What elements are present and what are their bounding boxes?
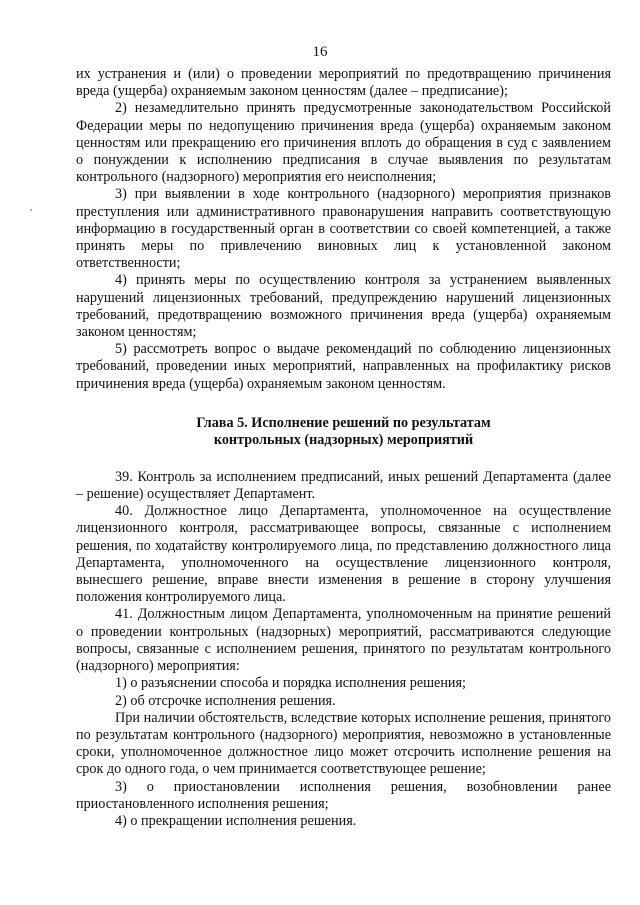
paragraph-41-item-1: 1) о разъяснении способа и порядка исполнения решения; [115,675,466,692]
paragraph-41-item-4: 4) о прекращении исполнения решения. [115,812,357,829]
chapter-heading-line-2: контрольных (надзорных) мероприятий [213,432,474,449]
paragraph-deferral: При наличии обстоятельств, вследствие которых исполнение решения, принятого по результатам контрольного (надзорного) мероприятия, невозможно в установленные сроки, уполномоченное должностное лицо может отсрочить исполнение решения на срок до одного года, о чем принимается соответствующее решение; [76,709,611,778]
paragraph-continuation: их устранения и (или) о проведении мероприятий по предотвращению причинения вреда (ущерба) охраняемым законом ценностям (далее – предписание); [76,66,611,100]
paragraph-39: 39. Контроль за исполнением предписаний, иных решений Департамента (далее – решение) осуществляет Департамент. [76,468,611,503]
page-number: 16 [312,44,328,60]
paragraph-item-5: 5) рассмотреть вопрос о выдаче рекомендаций по соблюдению лицензионных требований, проведении иных мероприятий, направленных на профилактику рисков причинения вреда (ущерба) охраняемым законом ценностям. [76,341,611,392]
paragraph-41: 41. Должностным лицом Департамента, уполномоченным на принятие решений о проведении контрольных (надзорных) мероприятий, рассматриваются следующие вопросы, связанные с исполнением решения, принятого по результатам контрольного (надзорного) мероприятия: [76,606,611,675]
paragraph-item-3: 3) при выявлении в ходе контрольного (надзорного) мероприятия признаков преступления или административного правонарушения направить соответствующую информацию в государственный орган в соответствии со своей компетенцией, а также принять меры по привлечению виновных лиц к установленной законом ответственности; [76,186,611,272]
margin-mark [30,209,32,211]
paragraph-41-item-3: 3) о приостановлении исполнения решения, возобновлении ранее приостановленного исполнения решения; [76,778,611,812]
paragraph-40: 40. Должностное лицо Департамента, уполномоченное на осуществление лицензионного контроля, рассматривающее вопросы, связанные с исполнением решения, по ходатайству контролируемого лица, по представлению должностного лица Департамента, уполномоченного на осуществление лицензионного контроля, вынесшего решение, вправе внести изменения в решение в сторону улучшения положения контролируемого лица. [76,503,611,606]
document-body [76,66,611,830]
paragraph-41-item-2: 2) об отсрочке исполнения решения. [115,692,336,709]
paragraph-item-4: 4) принять меры по осуществлению контроля за устранением выявленных нарушений лицензионных требований, предупреждению нарушений лицензионных требований, предотвращению возможного причинения вреда (ущерба) охраняемым законом ценностям; [76,272,611,341]
paragraph-item-2: 2) незамедлительно принять предусмотренные законодательством Российской Федерации меры по недопущению причинения вреда (ущерба) охраняемым законом ценностям или прекращению его причинения вплоть до обращения в суд с заявлением о понуждении к исполнению предписания в случае выявления по результатам контрольного (надзорного) мероприятия его неисполнения; [76,100,611,186]
chapter-heading-line-1: Глава 5. Исполнение решений по результатам [196,414,491,431]
chapter-heading [76,415,611,450]
